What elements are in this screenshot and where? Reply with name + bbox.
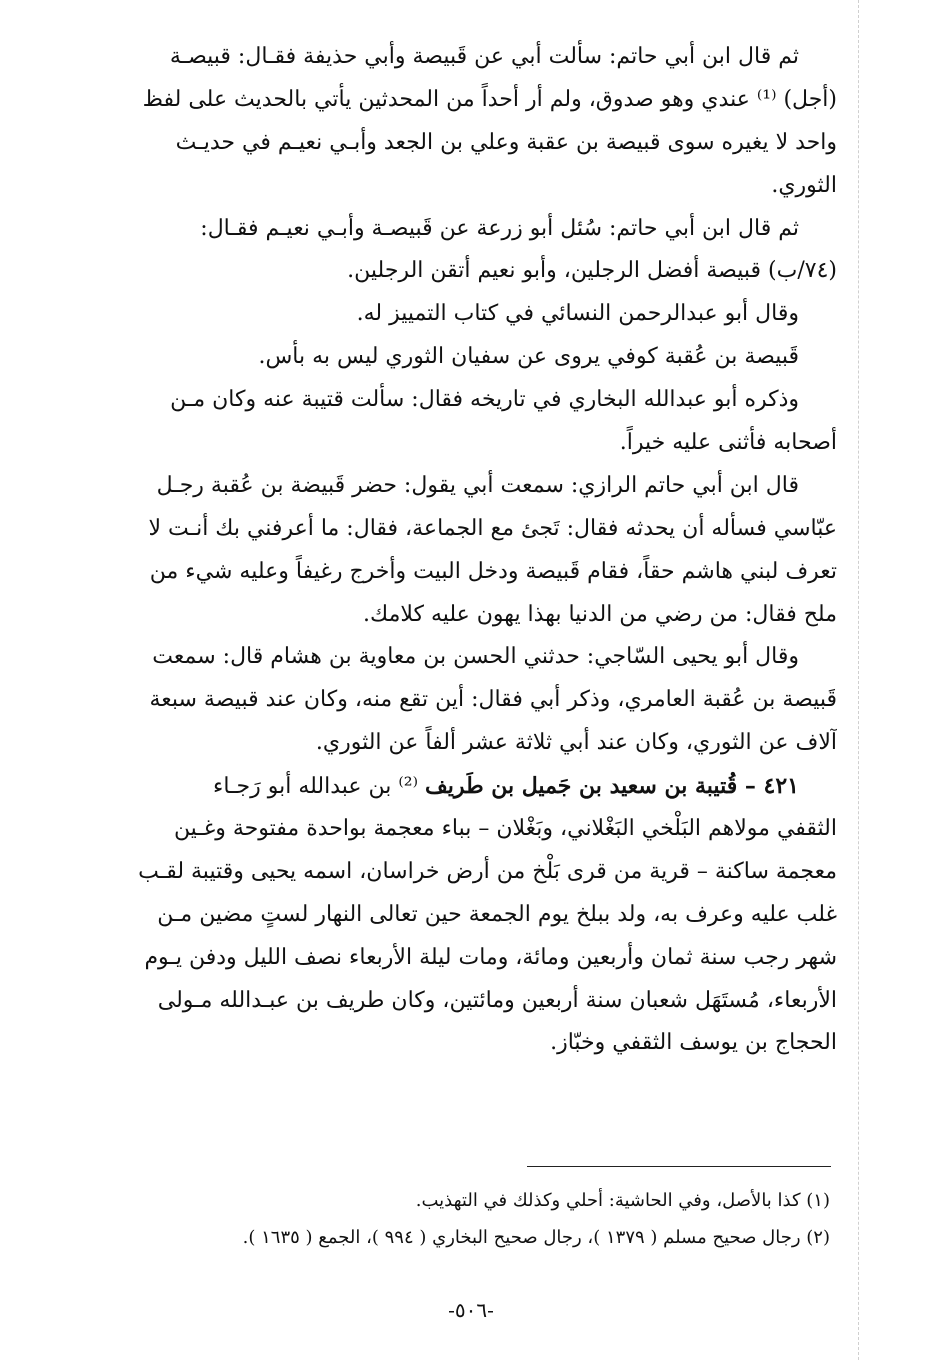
footnote-1: (١) كذا بالأصل، وفي الحاشية: أحلي وكذلك في التهذيب. xyxy=(415,1190,830,1211)
text-line: الحجاج بن يوسف الثقفي وخبّاز. xyxy=(550,1030,837,1056)
text-line: واحد لا يغيره سوى قبيصة بن عقبة وعلي بن الجعد وأبـي نعيـم في حديـث xyxy=(175,129,837,155)
footnote-2: (٢) رجال صحيح مسلم ( ١٣٧٩ )، رجال صحيح البخاري ( ٩٩٤ )، الجمع ( ١٦٣٥ ). xyxy=(242,1227,830,1248)
entry-heading-line xyxy=(92,765,837,808)
text-line: أصحابه فأثنى عليه خيراً. xyxy=(619,430,837,456)
page-number: -٥٠٦- xyxy=(448,1298,494,1322)
text-line: قال ابن أبي حاتم الرازي: سمعت أبي يقول: حضر قَبيضة بن عُقبة رجـل xyxy=(156,472,799,498)
entry-heading: ٤٢١ – قُتيبة بن سعيد بن جَميل بن طَريف xyxy=(425,773,799,800)
main-text-block xyxy=(92,36,837,1065)
text-line: (٧٤/ب) قبيصة أفضل الرجلين، وأبو نعيم أتقن الرجلين. xyxy=(347,258,837,284)
text-line: (أجل) ⁽¹⁾ عندي وهو صدوق، ولم أر أحداً من المحدثين يأتي بالحديث على لفظ xyxy=(142,86,837,112)
text-line: تعرف لبني هاشم حقاً، فقام قَبيصة ودخل البيت وأخرج رغيفاً وعليه شيء من xyxy=(149,558,837,584)
text-line: قَبيصة بن عُقبة العامري، وذكر أبي فقال: أين تقع منه، وكان عند قبيصة سبعة xyxy=(149,687,837,713)
footnote-marker: ⁽²⁾ xyxy=(398,774,419,800)
text-line: وقال أبو يحيى السّاجي: حدثني الحسن بن معاوية بن هشام قال: سمعت xyxy=(152,644,799,670)
text-line: ملح فقال: من رضي من الدنيا بهذا يهون عليه كلامك. xyxy=(363,601,837,627)
text-line: ثم قال ابن أبي حاتم: سألت أبي عن قَبيصة وأبي حذيفة فقـال: قبيصـة xyxy=(169,44,799,69)
text-line: وذكره أبو عبدالله البخاري في تاريخه فقال: سألت قتيبة عنه وكان مـن xyxy=(170,387,799,413)
text-line: آلاف عن الثوري، وكان عند أبي ثلاثة عشر ألفاً عن الثوري. xyxy=(315,730,837,756)
text-line: عبّاسي فسأله أن يحدثه فقال: تَجئ مع الجماعة، فقال: ما أعرفني بك أنـت لا xyxy=(148,515,837,541)
text-line: شهر رجب سنة ثمان وأربعين ومائة، ومات ليلة الأربعاء نصف الليل ودفن يـوم xyxy=(144,944,837,970)
text-line: معجمة ساكنة – قرية من قرى بَلْخ من أرض خراسان، اسمه يحيى وقتيبة لقـب xyxy=(138,858,837,884)
text-line: الثوري. xyxy=(771,172,837,198)
text-line: الثقفي مولاهم البَلْخي البَغْلاني، وبَغْلان – بباء معجمة بواحدة مفتوحة وغـين xyxy=(173,816,837,842)
text-line: غلب عليه وعرف به، ولد ببلخ يوم الجمعة حين تعالى النهار لستٍ مضين مـن xyxy=(157,901,837,927)
text-line: قَبيصة بن عُقبة كوفي يروى عن سفيان الثوري ليس به بأس. xyxy=(258,344,799,370)
text-line: ثم قال ابن أبي حاتم: سُئل أبو زرعة عن قَبيصـة وأبـي نعيـم فقـال: xyxy=(200,215,799,241)
footnotes xyxy=(92,1182,830,1256)
margin-guide-line xyxy=(858,0,859,1360)
text-line: الأربعاء، مُستَهَل شعبان سنة أربعين ومائتين، وكان طريف بن عبـدالله مـولى xyxy=(157,987,837,1013)
entry-heading-rest: بن عبدالله أبو رَجـاء xyxy=(213,774,399,800)
footnote-separator xyxy=(527,1166,831,1167)
text-line: وقال أبو عبدالرحمن النسائي في كتاب التمييز له. xyxy=(356,301,799,327)
